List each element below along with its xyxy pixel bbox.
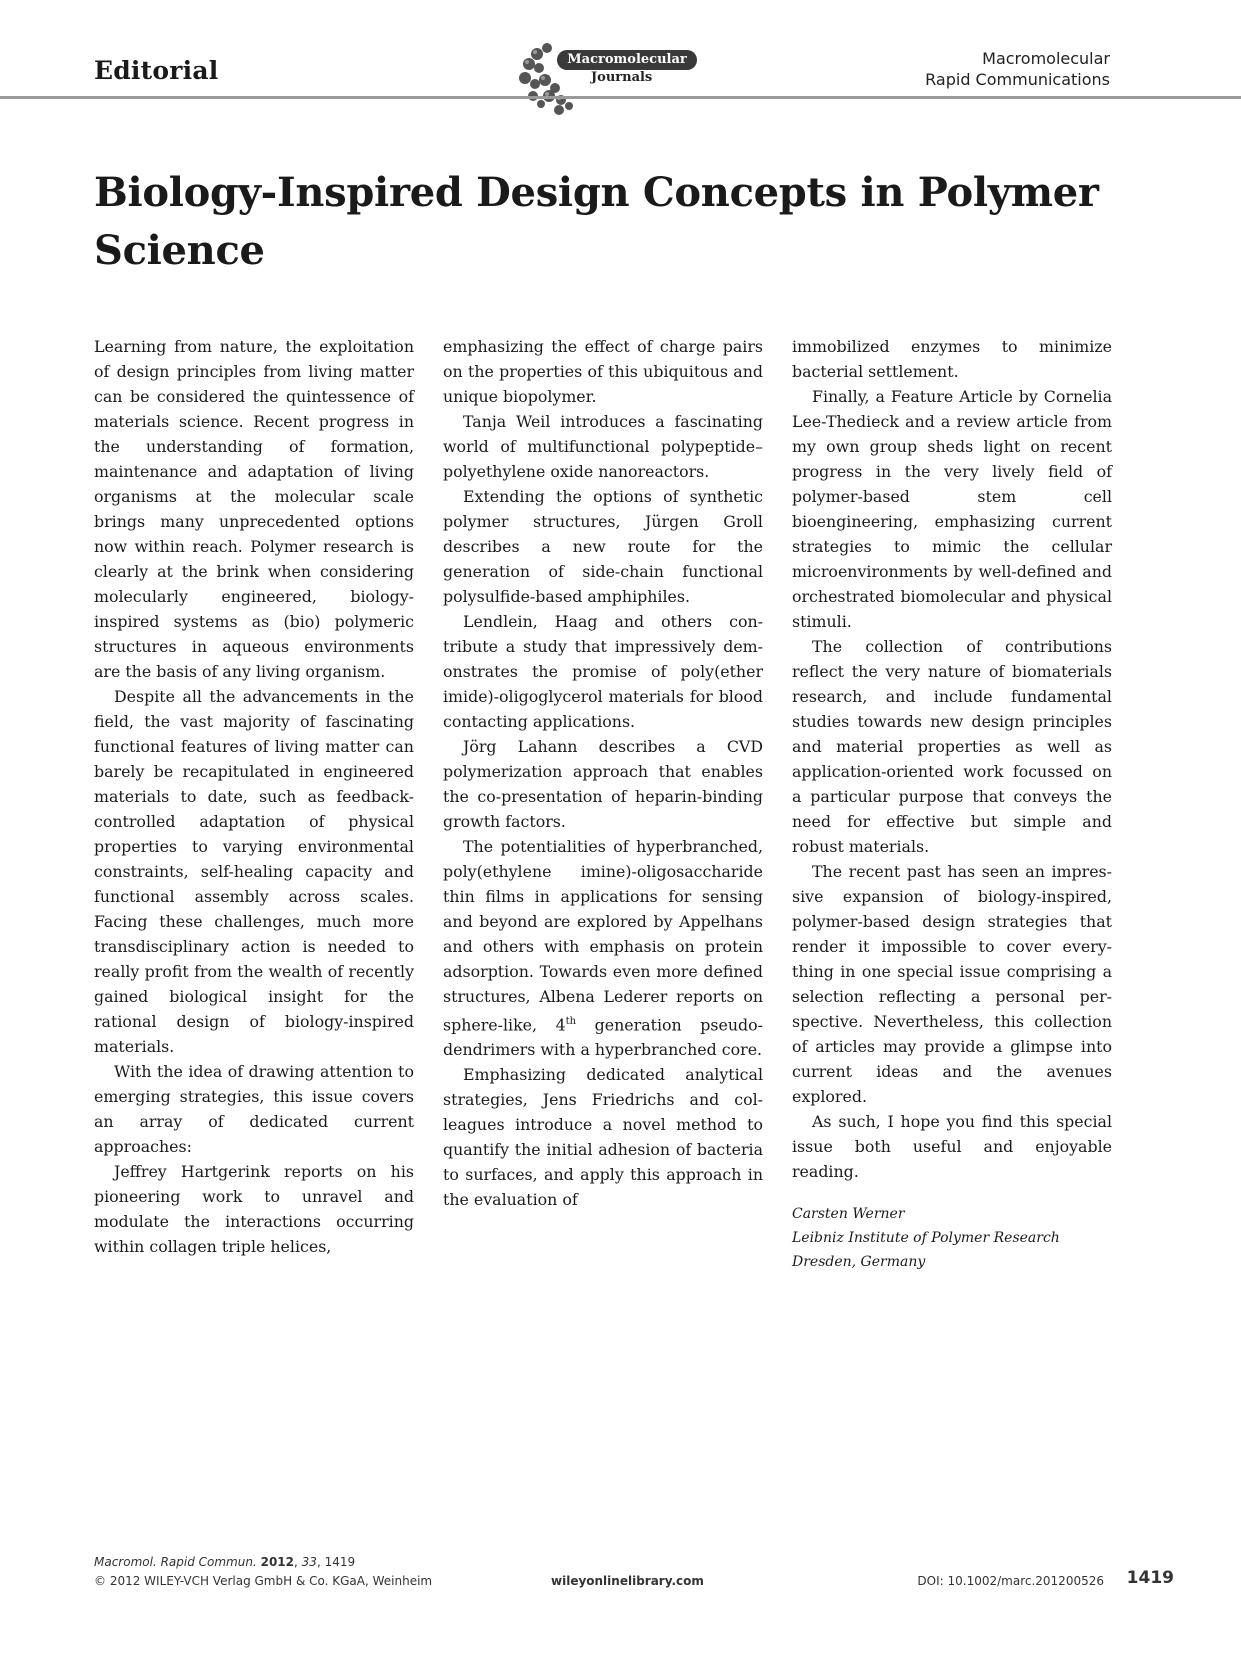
journal-abbrev: Macromol. Rapid Commun. <box>94 1555 257 1569</box>
paragraph: Despite all the advancements in the field, the vast majority of fascinating functional features of living matter can barely be recapitulated in engineered materials to date, such as feedback-controlled adaptation of physical properties to varying environmental constraints, self-healing capacity and functional assembly across scales. Facing these challenges, much more transdisciplinary action is needed to really profit from the wealth of recently gained biological insight for the rational design of biology-inspired materials. <box>94 687 414 1056</box>
journal-name <box>925 48 1110 90</box>
author-name: Carsten Werner <box>792 1206 905 1222</box>
logo-badge-text: Macromolecular <box>557 50 697 70</box>
author-location: Dresden, Germany <box>792 1254 926 1270</box>
journal-name-line1: Macromolecular <box>982 49 1110 68</box>
paragraph: The collection of contributions reflect the very nature of biomaterials research, and include fundamental studies towards new design principles and material properties as well as application-oriented work focussed on a particular purpose that conveys the need for effective but simple and robust materials. <box>792 637 1112 856</box>
website-link[interactable]: wileyonlinelibrary.com <box>551 1574 704 1588</box>
paragraph: Jörg Lahann describes a CVD polymerization approach that enables the co-presentation of heparin-binding growth factors. <box>443 737 763 831</box>
text-column-1 <box>94 334 414 1259</box>
paragraph: Jeffrey Hartgerink reports on his pioneering work to unravel and modulate the interactions occurring within collagen triple helices, <box>94 1162 414 1256</box>
logo-subtext: Journals <box>591 70 653 85</box>
text-column-3 <box>792 334 1112 1274</box>
author-signature <box>792 1202 1112 1274</box>
paragraph: Emphasizing dedicated analytical strategies, Jens Friedrichs and colleagues introduce a novel method to quantify the initial adhesion of bacteria to surfaces, and apply this approach in the evaluation of <box>443 1065 763 1210</box>
text-column-2 <box>443 334 763 1212</box>
paragraph: The recent past has seen an impressive expansion of biology-inspired, polymer-based design strategies that render it impossible to cover everything in one special issue comprising a selection reflecting a personal perspective. Nevertheless, this collection of articles may provide a glimpse into current ideas and the avenues explored. <box>792 862 1112 1106</box>
citation-year: 2012 <box>260 1555 295 1569</box>
citation: Macromol. Rapid Commun. 2012, 33, 1419 <box>94 1555 356 1569</box>
article-title: Biology-Inspired Design Concepts in Polymer Science <box>94 169 1099 274</box>
doi: DOI: 10.1002/marc.201200526 <box>917 1574 1104 1588</box>
paragraph: Tanja Weil introduces a fascinating world of multifunctional polypeptide–polyethylene oxide nanoreactors. <box>443 412 763 481</box>
macromolecular-journals-logo <box>515 36 697 116</box>
page-number: 1419 <box>1126 1568 1174 1588</box>
author-institution: Leibniz Institute of Polymer Research <box>792 1230 1060 1246</box>
paragraph: Learning from nature, the exploitation of design principles from living matter can be considered the quintessence of materials science. Recent progress in the understanding of formation, maintenance and adaptation of living organisms at the molecular scale brings many unprecedented options now within reach. Polymer research is clearly at the brink when considering molecularly engineered, biology-inspired systems as (bio) polymeric structures in aqueous environments are the basis of any living organism. <box>94 337 414 681</box>
copyright: © 2012 WILEY-VCH Verlag GmbH & Co. KGaA, Weinheim <box>94 1574 433 1588</box>
citation-page: 1419 <box>324 1555 356 1569</box>
paragraph: The potentialities of hyperbranched, poly(ethylene imine)-oligosaccharide thin films in applications for sensing and beyond are explored by Appelhans and others with emphasis on protein adsorption. Towards even more defined structures, Albena Lederer reports on sphere-like, 4th generation pseudodendrimers with a hyperbranched core. <box>443 837 763 1060</box>
paragraph: Extending the options of synthetic polymer structures, Jürgen Groll describes a new route for the generation of side-chain functional polysulfide-based amphiphiles. <box>443 487 763 606</box>
citation-volume: 33 <box>301 1555 317 1569</box>
header-rule <box>0 96 1241 99</box>
paragraph: emphasizing the effect of charge pairs on the properties of this ubiquitous and unique biopolymer. <box>443 337 763 406</box>
paragraph: Finally, a Feature Article by Cornelia Lee-Thedieck and a review article from my own group sheds light on recent progress in the very lively field of polymer-based stem cell bioengineering, emphasizing current strategies to mimic the cellular microenvironments by well-defined and orchestrated biomolecular and physical stimuli. <box>792 387 1112 631</box>
section-label: Editorial <box>94 56 219 85</box>
paragraph: With the idea of drawing attention to emerging strategies, this issue covers an array of dedicated current approaches: <box>94 1062 414 1156</box>
journal-name-line2: Rapid Communications <box>925 70 1110 89</box>
paragraph: immobilized enzymes to minimize bacterial settlement. <box>792 337 1112 381</box>
molecule-icon <box>515 36 575 116</box>
paragraph: Lendlein, Haag and others contribute a study that impressively demonstrates the promise of poly(ether imide)-oligoglycerol materials for blood contacting applications. <box>443 612 763 731</box>
paragraph: As such, I hope you find this special issue both useful and enjoyable reading. <box>792 1112 1112 1181</box>
